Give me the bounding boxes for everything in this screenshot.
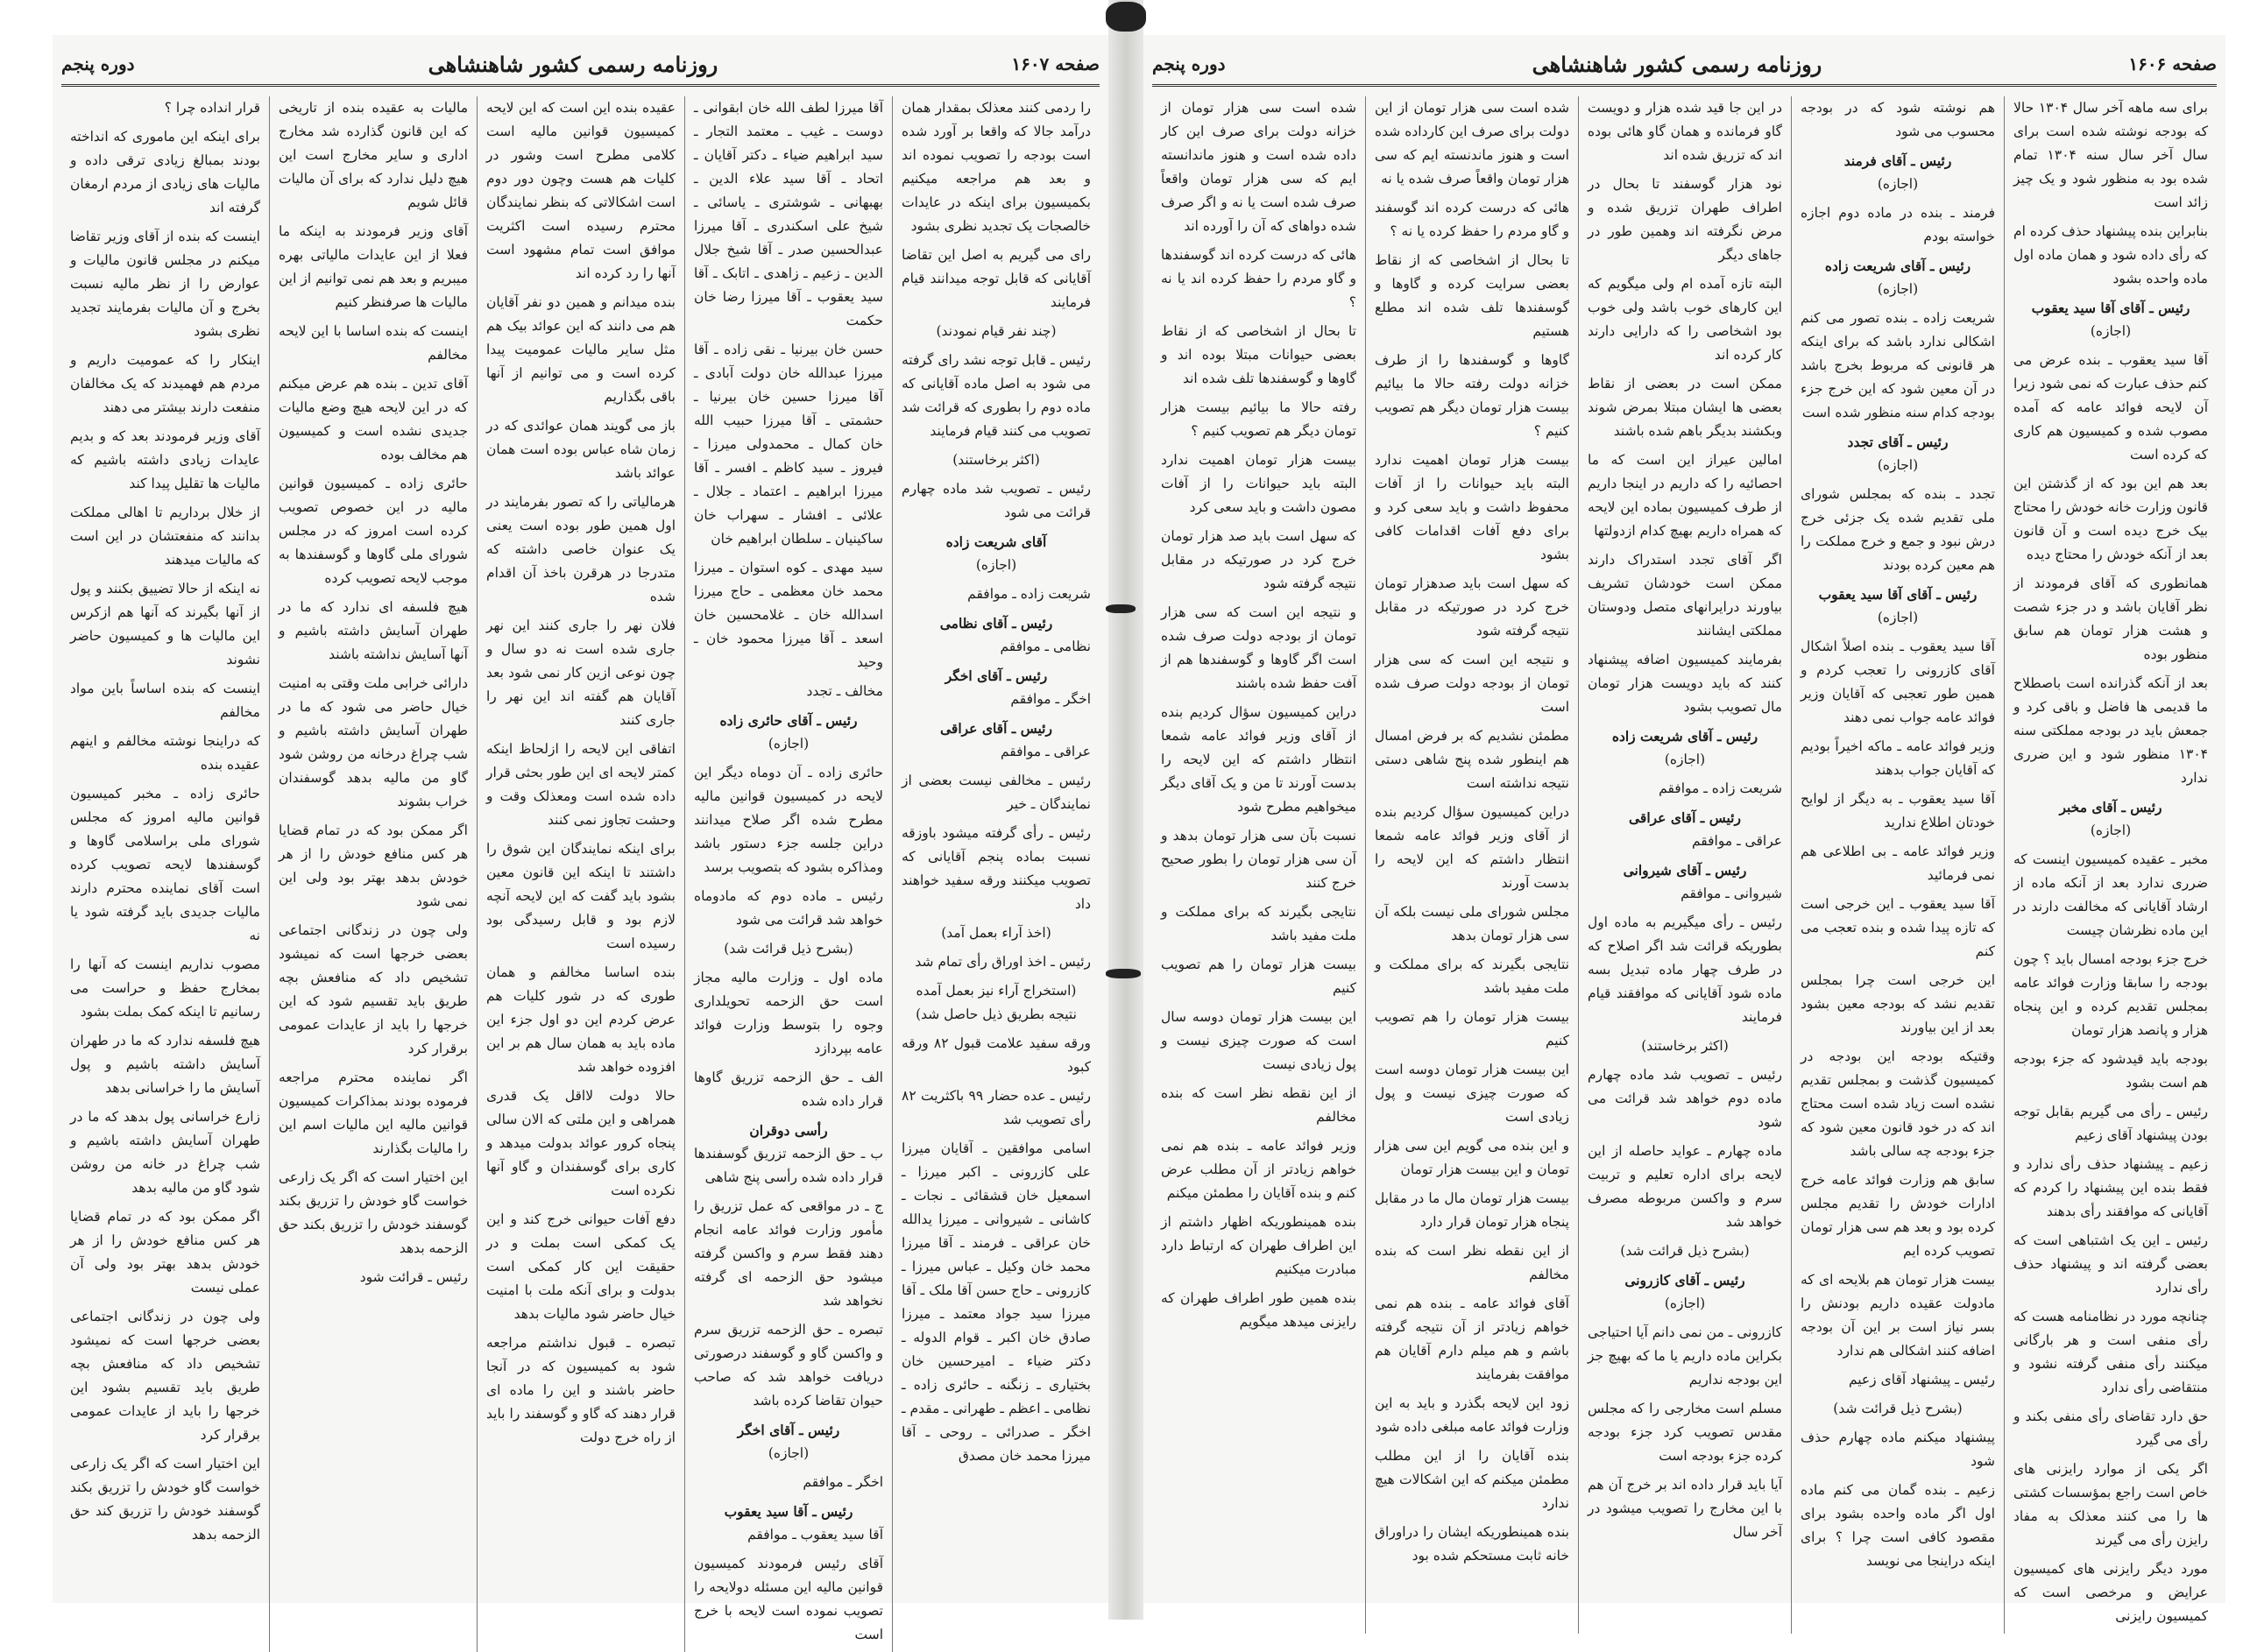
speaker-heading: رئیس ـ آقای آقا سید یعقوب — [2031, 300, 2190, 316]
paragraph: اتفاقی این لایحه را ازلحاظ اینکه کمتر لایحه ای این طور بحثی قرار داده شده است ومعذلک وقت و وحشت تجاوز نمی کنند — [486, 741, 676, 828]
paragraph: قرار انداده چرا ؟ — [164, 100, 260, 116]
paragraph: پیشنهاد میکنم ماده چهارم حذف شود — [1801, 1430, 1995, 1469]
paragraph: شده است سی هزار تومان از این دولت برای صرف این کارداده شده است و هنوز ماندنسته ایم که سی هزار تومان واقعاً صرف شده یا نه — [1375, 100, 1569, 187]
stage-note: (اکثر برخاستند) — [952, 452, 1040, 468]
paragraph: همانطوری که آقای فرمودند از نظر آقایان باشد و در جزء شصت و هشت هزار تومان هم سابق منظور بوده — [2013, 575, 2208, 662]
paragraph: زعیم ـ پیشنهاد حذف رأی ندارد و فقط بنده این پیشنهاد را کردم که آقایانی که موافقند رأی بدهند — [2013, 1156, 2208, 1219]
paragraph: تا بحال از اشخاصی که از نقاط بعضی حیوانات مبتلا بوده اند و گاوها و گوسفندها تلف شده اند — [1161, 323, 1356, 386]
right-page-period: دوره پنجم — [1152, 53, 1226, 74]
paragraph: از این نقطه نظر است که بنده مخالفم — [1375, 1243, 1569, 1282]
paragraph: رئیس ـ رأی می گیریم بقابل توجه بودن پیشنهاد آقای زعیم — [2013, 1104, 2208, 1143]
paragraph: مطمئن نشدیم که بر فرض امسال هم اینطور شده پنج شاهی دستی نتیجه نداشته است — [1375, 728, 1569, 791]
paragraph: اسامی موافقین ـ آقایان میرزا علی کازرونی ـ اکبر میرزا ـ اسمعیل خان قشقائی ـ نجات ـ کاشانی ـ شیروانی ـ میرزا یدالله خان عراقی ـ فرمند ـ آقا میرزا محمد خان وکیل ـ عباس میرزا ـ کازرونی ـ حاج حسن آقا ملک ـ آقا میرزا سید جواد معتمد ـ میرزا صادق خان اکبر ـ قوام الدوله ـ دکتر ضیاء ـ امیرحسین خان بختیاری ـ زنگنه ـ حائری زاده ـ نظامی ـ اعظم ـ طهرانی ـ مقدم ـ اخگر ـ صدرائی ـ روحی ـ آقا میرزا محمد خان مصدق — [902, 1140, 1091, 1464]
stage-note: (اجازه) — [2090, 323, 2132, 339]
paragraph: هیچ فلسفه ندارد که ما در طهران آسایش داشته باشیم و پول آسایش ما را خراسانی بدهد — [70, 1033, 260, 1096]
speaker-heading: رأسی دوقران — [749, 1122, 828, 1139]
paragraph: ج ـ در مواقعی که عمل تزریق را مأمور وزارت فوائد عامه انجام دهند فقط سرم و واکسن گرفته میشود حق الزحمه ای گرفته نخواهد شد — [694, 1198, 883, 1309]
paragraph: که دراینجا نوشته مخالفم و اینهم عقیده بنده — [70, 733, 260, 773]
text-column — [684, 96, 892, 1652]
paragraph: ب ـ حق الزحمه تزریق گوسفندها قرار داده شده رأسی پنج شاهی — [694, 1146, 883, 1185]
stage-note: (اکثر برخاستند) — [1641, 1038, 1729, 1054]
paragraph: ماده چهارم ـ عواید حاصله از این لایحه برای اداره تعلیم و تربیت سرم و واکسن مربوطه مصرف خواهد شد — [1588, 1143, 1782, 1230]
paragraph: خرج جزء بودجه امسال باید ؟ چون بودجه را سابقا وزارت فوائد عامه بمجلس تقدیم کرده و این پنجاه هزار و پانصد هزار تومان — [2013, 951, 2208, 1038]
paragraph: مخبر ـ عقیده کمیسیون اینست که ضرری ندارد بعد از آنکه ماده از ارشاد آقایانی که مخالفت دارند در این ماده نظرشان چیست — [2013, 851, 2208, 938]
paragraph: اگر ممکن بود که در تمام قضایا هر کس منافع خودش را از هر خودش بدهد بهتر بود ولی این نمی شود — [279, 822, 468, 909]
paragraph: از این نقطه نظر است که بنده مخالفم — [1161, 1085, 1356, 1125]
paragraph: حائری زاده ـ کمیسیون قوانین مالیه در این خصوص تصویب کرده است امروز که در مجلس شورای ملی گاوها و گوسفندها به موجب لایحه تصویب کرده — [279, 476, 468, 586]
stage-note: (اخذ آراء بعمل آمد) — [941, 925, 1051, 941]
paragraph: بنده میدانم و همین دو نفر آقایان هم می دانند که این عوائد بیک هم مثل سایر مالیات عمومیت پیدا کرده است و می توانیم از آنها باقی بگذاریم — [486, 294, 676, 405]
paragraph: برای اینکه این ماموری که انداخته بودند بمبالغ زیادی ترقی داده و مالیات های زیادی از مردم ارمغان گرفته اند — [70, 129, 260, 215]
paragraph: این خرجی است چرا بمجلس تقدیم نشد که بودجه معین بشود بعد از این بیاورند — [1801, 972, 1995, 1035]
paragraph: بنده همینطوریکه ایشان را دراوراق خانه ثابت مستحکم شده بود — [1375, 1524, 1569, 1564]
speaker-heading: رئیس ـ آقای شیروانی — [1623, 862, 1747, 879]
paragraph: فرمند ـ بنده در ماده دوم اجازه خواسته بودم — [1801, 205, 1995, 244]
speaker-heading: رئیس ـ آقای اخگر — [945, 667, 1048, 684]
paragraph: هیچ فلسفه ای ندارد که ما در طهران آسایش داشته باشیم و آنها آسایش نداشته باشند — [279, 599, 468, 662]
paragraph: کازرونی ـ من نمی دانم آیا احتیاجی بکراین ماده داریم یا ما که بهیچ جز این بودجه نداریم — [1588, 1324, 1782, 1387]
paragraph: آقای وزیر فرمودند به اینکه ما فعلا از این عایدات مالیاتی بهره میبریم و بعد هم نمی توانیم از این مالیات ها صرفنظر کنیم — [279, 223, 468, 310]
paragraph: و نتیجه این است که سی هزار تومان از بودجه دولت صرف شده است اگر گاوها و گوسفندها هم از آفت حفظ شده باشند — [1161, 604, 1356, 691]
right-page-number: صفحه ۱۶۰۶ — [2128, 53, 2217, 74]
paragraph: وزیر فوائد عامه ـ بنده هم نمی خواهم زیادتر از آن مطلب عرض کنم و بنده آقایان را مطمئن میکنم — [1161, 1138, 1356, 1201]
paragraph: دفع آفات حیوانی خرج کند و این یک کمکی است بملت و در حقیقت این کار کمکی است بدولت و برای آنکه ملت با امنیت خیال حاضر شود مالیات بدهد — [486, 1211, 676, 1322]
paragraph: البته تازه آمده ام ولی میگویم که این کارهای خوب باشد ولی خوب بود اشخاصی را که دارایی دارند کار کرده اند — [1588, 276, 1782, 363]
speaker-heading: رئیس ـ آقا سید یعقوب — [724, 1503, 853, 1520]
stage-note: (اجازه) — [1664, 1295, 1706, 1311]
paragraph: بعد از آنکه گذرانده است باصطلاح ما قدیمی ها فاضل و باقی کرد و جمعش باید در بودجه مملکتی سنه ۱۳۰۴ منظور شود و این ضرری ندارد — [2013, 675, 2208, 786]
speaker-heading: رئیس ـ آقای آقا سید یعقوب — [1818, 586, 1978, 603]
paragraph: از خلال برداریم تا اهالی مملکت بدانند که منفعتشان در این است که مالیات میدهند — [70, 505, 260, 568]
paragraph: برای اینکه نمایندگان این شوق را داشتند تا اینکه این قانون معین بشود باید گفت که این لایحه آنچه لازم بود و قابل رسیدگی بود رسیده است — [486, 841, 676, 951]
text-column — [1365, 96, 1578, 1634]
paragraph: اگر یکی از موارد رایزنی های خاص است راجع بمؤسسات کشتی ها را می کنند معذلک به مفاد رایزن رأی می گیرند — [2013, 1461, 2208, 1548]
paragraph: برای سه ماهه آخر سال ۱۳۰۴ حالا که بودجه نوشته شده است برای سال آخر سال سنه ۱۳۰۴ تمام شده بود به منظور شود و یک چیز زائد است — [2013, 100, 2208, 210]
paragraph: که سهل است باید صدهزار تومان خرج کرد در صورتیکه در مقابل نتیجه گرفته شود — [1375, 575, 1569, 639]
paragraph: حالا دولت لااقل یک قدری همراهی و این ملتی که الان سالی پنجاه کرور عوائد بدولت میدهد و کاری برای گوسفندان و گاو آنها نکرده است — [486, 1088, 676, 1198]
paragraph: شریعت زاده ـ موافقم — [967, 586, 1091, 602]
text-column — [269, 96, 477, 1652]
right-page-header — [1152, 44, 2217, 87]
paragraph: اگر ممکن بود که در تمام قضایا هر کس منافع خودش را از هر خودش بدهد بهتر بود ولی آن عملی نیست — [70, 1209, 260, 1295]
paragraph: ولی چون در زندگانی اجتماعی بعضی خرجها است که نمیشود تشخیص داد که منافعش بچه طریق باید تقسیم بشود این خرجها را باید از عایدات عمومی برقرار کرد — [70, 1309, 260, 1443]
paragraph: عقیده بنده این است که این لایحه کمیسیون قوانین مالیه است کلامی مطرح است وشور در کلیات هم هست وچون دور دوم است اشکالاتی که بنظر نمایندگان محترم رسیده است اکثریت موافق است تمام مشهود است آنها را رد کرده اند — [486, 100, 676, 281]
paragraph: این اختیار است که اگر یک زارعی خواست گاو خودش را تزریق بکند گوسفند خودش را تزریق بکند حق الزحمه بدهد — [279, 1169, 468, 1256]
paragraph: دراین کمیسیون سؤال کردیم بنده از آقای وزیر فوائد عامه شمعا انتظار داشتم که این لایحه را بدست آورند تا من و یک آقای دیگر میخواهیم مطرح شود — [1161, 704, 1356, 815]
paragraph: مجلس شورای ملی نیست بلکه آن سی هزار تومان بدهد — [1375, 904, 1569, 943]
paragraph: آقای وزیر فرمودند بعد که و بدیم عایدات زیادی داشته باشیم که مالیات ها تقلیل پیدا کند — [70, 428, 260, 491]
right-page — [1143, 35, 2225, 1624]
paragraph: وزیر فوائد عامه ـ ماکه اخیراً بودیم که آقایان جواب بدهند — [1801, 738, 1995, 778]
paragraph: مسلم است مخارجی را که مجلس مقدس تصویب کرد جزء بودجه کرده جزء بودجه است — [1588, 1401, 1782, 1464]
speaker-heading: رئیس ـ آقای مخبر — [2059, 799, 2162, 815]
paragraph: بیست هزار تومان را هم تصویب کنیم — [1161, 957, 1356, 996]
paragraph: تبصره ـ حق الزحمه تزریق سرم و واکسن گاو و گوسفند درصورتی دریافت خواهد شد که صاحب حیوان تقاضا کرده باشد — [694, 1322, 883, 1408]
speaker-heading: آقای شریعت زاده — [945, 533, 1047, 550]
paragraph: آقای رئیس فرمودند کمیسیون قوانین مالیه این مسئله دولایحه را تصویب نموده است لایحه با خرج است — [694, 1556, 883, 1642]
right-page-columns — [1152, 96, 2217, 1624]
stage-note: (اجازه) — [2090, 822, 2132, 838]
left-page-header — [61, 44, 1100, 87]
paragraph: آقا سید یعقوب ـ این خرجی است که تازه پیدا شده و بنده تعجب می کنم — [1801, 896, 1995, 959]
paragraph: آقای تدین ـ بنده هم عرض میکنم که در این لایحه هیچ وضع مالیات جدیدی نشده است و کمیسیون هم مخالف بوده — [279, 376, 468, 462]
paragraph: بیست هزار تومان اهمیت ندارد البته باید حیوانات را از آفات مصون داشت و باید سعی کرد — [1161, 452, 1356, 515]
stage-note: (اجازه) — [1877, 281, 1919, 297]
paragraph: وقتیکه بودجه این بودجه در کمیسیون گذشت و بمجلس تقدیم نشده است زیاد شده است محتاج اند که در خود قانون معین شود که جزء بودجه چه سالی باشد — [1801, 1048, 1995, 1159]
text-column — [477, 96, 684, 1652]
paragraph: آیا باید قرار داده اند بر خرج آن هم با این مخارج را تصویب میشود در آخر سال — [1588, 1477, 1782, 1540]
paragraph: نسبت بآن سی هزار تومان بدهد و آن سی هزار تومان را بطور صحیح خرج کنند — [1161, 828, 1356, 891]
text-column — [2004, 96, 2217, 1634]
stage-note: (اجازه) — [1664, 752, 1706, 767]
paragraph: رئیس ـ مخالفی نیست بعضی از نمایندگان ـ خیر — [902, 773, 1091, 812]
paragraph: رئیس ـ اخذ اوراق رأی تمام شد — [915, 954, 1091, 970]
speaker-heading: رئیس ـ آقای شریعت زاده — [1611, 728, 1758, 745]
paragraph: رئیس ـ قرائت شود — [359, 1269, 468, 1285]
paragraph: دراین کمیسیون سؤال کردیم بنده از آقای وزیر فوائد عامه شمعا انتظار داشتم که این لایحه را بدست آورند — [1375, 804, 1569, 891]
paragraph: این بیست هزار تومان دوسه سال است که صورت چیزی نیست و پول زیادی نیست — [1161, 1009, 1356, 1072]
text-column — [892, 96, 1100, 1652]
paragraph: رئیس ـ تصویب شد ماده چهارم قرائت می شود — [902, 481, 1091, 520]
ink-mark — [1106, 969, 1141, 978]
paragraph: مخالف ـ تجدد — [806, 683, 883, 699]
paragraph: نتایجی بگیرند که برای مملکت و ملت مفید باشد — [1375, 957, 1569, 996]
text-column — [1152, 96, 1365, 1634]
paragraph: نه اینکه از حالا تضییق بکنند و پول از آنها بگیرند که آنها هم ازکرس این مالیات ها و کمیسیون حاضر نشوند — [70, 581, 260, 667]
paragraph: اینکار را که عمومیت داریم و مردم هم فهمیدند که یک مخالفان منفعت دارند بیشتر می دهند — [70, 352, 260, 415]
paragraph: زارع خراسانی پول بدهد که ما در طهران آسایش داشته باشیم و شب چراغ در خانه من روشن شود گاو من مالیه بدهد — [70, 1109, 260, 1196]
paragraph: مصوب نداریم اینست که آنها را بمخارج حفظ و حراست می رسانیم تا اینکه کمک بملت بشود — [70, 957, 260, 1020]
speaker-heading: رئیس ـ آقای تجدد — [1847, 434, 1949, 450]
paragraph: این بیست هزار تومان دوسه است که صورت چیزی نیست و پول زیادی است — [1375, 1062, 1569, 1125]
right-page-title: روزنامه رسمی کشور شاهنشاهی — [1532, 51, 1822, 77]
paragraph: دارائی خرابی ملت وقتی به امنیت خیال حاضر می شود که ما در طهران آسایش داشته باشیم و شب چراغ درخانه من روشن شود گاو من مالیه بدهد گوسفندان خراب بشوند — [279, 675, 468, 809]
paragraph: نتایجی بگیرند که برای مملکت و ملت مفید باشد — [1161, 904, 1356, 943]
paragraph: تبصره ـ قبول نداشتم مراجعه شود به کمیسیون که در آنجا حاضر باشند و این را ماده ای قرار دهند که گاو و گوسفند را باید از راه خرج دولت — [486, 1335, 676, 1445]
paragraph: ولی چون در زندگانی اجتماعی بعضی خرجها است که نمیشود تشخیص داد که منافعش بچه طریق باید تقسیم شود که این خرجها را باید از عایدات عمومی برقرار کرد — [279, 922, 468, 1056]
paragraph: بودجه باید قیدشود که جزء بودجه هم است بشود — [2013, 1051, 2208, 1091]
paragraph: این اختیار است که اگر یک زارعی خواست گاو خودش را تزریق بکند گوسفند خودش را تزریق کند حق الزحمه بدهد — [70, 1456, 260, 1543]
paragraph: بفرمایند کمیسیون اضافه پیشنهاد کنند که باید دویست هزار تومان مال تصویب بشود — [1588, 652, 1782, 715]
paragraph: آقا میرزا لطف الله خان ابقوانی ـ دوست ـ غیب ـ معتمد التجار ـ سید ابراهیم ضیاء ـ دکتر آقایان ـ اتحاد ـ آقا سید علاء الدین ـ بهبهانی ـ شوشتری ـ یاسائی ـ شیخ علی اسکندری ـ آقا میرزا عبدالحسین صدر ـ آقا شیخ جلال الدین ـ زعیم ـ زاهدی ـ اتابک ـ آقا سید یعقوب ـ آقا میرزا رضا خان حکمت — [694, 100, 883, 328]
paragraph: هرمالیاتی را که تصور بفرمایند در اول همین طور بوده است یعنی یک عنوان خاصی داشته که متدرجا در هرقرن باخذ آن اقدام شده — [486, 494, 676, 604]
paragraph: و این بنده می گویم این سی هزار تومان و این بیست هزار تومان — [1375, 1138, 1569, 1177]
paragraph: شده است سی هزار تومان از خزانه دولت برای صرف این کار داده شده است و هنوز ماندانسته ایم که سی هزار تومان واقعاً صرف شده است یا نه و اگر صرف شده دواهای که آن را آورده اند — [1161, 100, 1356, 234]
paragraph: امالین عیراز این است که ما احصائیه را که داریم در اینجا داریم از طرف کمیسیون بماده این لایحه که همراه داریم بهیچ کدام ازدولتها — [1588, 452, 1782, 539]
speaker-heading: رئیس ـ آقای عراقی — [1629, 809, 1741, 826]
paragraph: بیست هزار تومان هم بلایحه ای که مادولت عقیده داریم بودنش را بسر نیاز است بر این آن بودجه اضافه کنند اشکالی هم ندارد — [1801, 1272, 1995, 1359]
paragraph: فلان نهر را جاری کنند این نهر جاری شده است نه دو سال و چون نوعی ازین کار نمی شود بعد آقایان هم گفته اند این نهر را جاری کنند — [486, 618, 676, 728]
stage-note: (اجازه) — [1877, 176, 1919, 192]
paragraph: بیست هزار تومان مال ما در مقابل پنجاه هزار تومان قرار دارد — [1375, 1190, 1569, 1230]
paragraph: مالیات به عقیده بنده از تاریخی که این قانون گذارده شد مخارج اداری و سایر مخارج است این هیچ دلیل ندارد که برای آن مالیات قائل شویم — [279, 100, 468, 210]
page-gutter — [1108, 0, 1143, 1620]
left-page-number: صفحه ۱۶۰۷ — [1011, 53, 1100, 74]
paragraph: عراقی ـ موافقم — [1691, 833, 1782, 849]
text-column — [61, 96, 269, 1652]
paragraph: رئیس ـ رأی میگیریم به ماده اول بطوریکه قرائت شد اگر اصلاح که در طرف چهار ماده تبدیل بسه ماده شود آقایانی که موافقند قیام فرمایند — [1588, 914, 1782, 1025]
paragraph: رئیس ـ پیشنهاد آقای زعیم — [1848, 1372, 1995, 1387]
left-page-title: روزنامه رسمی کشور شاهنشاهی — [428, 51, 718, 77]
paragraph: که سهل است باید صد هزار تومان خرج کرد در صورتیکه در مقابل نتیجه گرفته شود — [1161, 528, 1356, 591]
left-page-columns — [61, 96, 1100, 1642]
paragraph: بنده همین طور اطراف طهران که رایزنی میدهد میگویم — [1161, 1290, 1356, 1330]
paragraph: زود این لایحه بگذرد و باید به این وزارت فوائد عامه مبلغی داده شود — [1375, 1395, 1569, 1435]
paragraph: اینست که بنده اساسا با این لایحه مخالفم — [279, 323, 468, 363]
paragraph: سابق هم وزارت فوائد عامه خرج ادارات خودش را تقدیم مجلس کرده بود و بعد هم سی هزار تومان تصویب کرده ایم — [1801, 1172, 1995, 1259]
paragraph: بنده آقایان را از این مطلب مطمئن میکنم که این اشکالات هیچ ندارد — [1375, 1448, 1569, 1511]
paragraph: رئیس ـ عده حضار ۹۹ باکثریت ۸۲ رأی تصویب شد — [902, 1088, 1091, 1127]
paragraph: حسن خان بیرنیا ـ نقی زاده ـ آقا میرزا عبدالله خان دولت آبادی ـ آقا میرزا حسین خان بیرنیا ـ حشمتی ـ آقا میرزا حبیب الله خان کمال ـ محمدولی میرزا ـ فیروز ـ سید کاظم ـ افسر ـ آقا میرزا ابراهیم ـ اعتماد ـ جلال ـ علائی ـ افشار ـ سهراب خان ساکینیان ـ سلطان ابراهیم خان — [694, 342, 883, 547]
text-column — [1578, 96, 1791, 1634]
paragraph: رای می گیریم به اصل این تقاضا آقایانی که قابل توجه میدانند قیام فرمایند — [902, 247, 1091, 310]
paragraph: رئیس ـ قابل توجه نشد رای گرفته می شود به اصل ماده آقایانی که ماده دوم را بطوری که قرائت شد تصویب می کنند قیام فرمایند — [902, 352, 1091, 439]
paragraph: گاوها و گوسفندها را از طرف خزانه دولت رفته حالا ما بیائیم بیست هزار تومان دیگر هم تصویب کنیم ؟ — [1375, 352, 1569, 439]
paragraph: اخگر ـ موافقم — [803, 1474, 883, 1490]
paragraph: بیست هزار تومان را هم تصویب کنیم — [1375, 1009, 1569, 1048]
stage-note: (اجازه) — [1877, 610, 1919, 625]
speaker-heading: رئیس ـ آقای فرمند — [1843, 152, 1952, 169]
paragraph: شریعت زاده ـ بنده تصور می کنم اشکالی ندارد باشد که برای اینکه هر قانونی که مربوط بخرج باشد در آن معین شود که این خرج جزء بودجه کدام سنه منظور شده است — [1801, 310, 1995, 420]
paragraph: اینست که بنده از آقای وزیر تقاضا میکنم در مجلس قانون مالیات و عوارض را از نظر مالیه نسبت بخرج و آن مالیات بفرمایند تجدید نظری بشود — [70, 229, 260, 339]
paragraph: تجدد ـ بنده که بمجلس شورای ملی تقدیم شده یک جزئی خرج درش نبود و جمع و خرج مملکت را هم معین کرده بودند — [1801, 486, 1995, 573]
paragraph: عراقی ـ موافقم — [1000, 744, 1091, 759]
speaker-heading: رئیس ـ آقای عراقی — [940, 720, 1052, 737]
stage-note: (بشرح ذیل قرائت شد) — [1620, 1243, 1750, 1259]
paragraph: اخگر ـ موافقم — [1010, 691, 1091, 707]
paragraph: آقا سید یعقوب ـ بنده عرض می کنم حذف عبارت که نمی شود زیرا آن لایحه فوائد عامه که آمده مصوب شده و کمیسیون هم کاری که کرده است — [2013, 352, 2208, 462]
paragraph: آقا سید یعقوب ـ موافقم — [747, 1527, 883, 1543]
stage-note: (اجازه) — [768, 736, 810, 752]
paragraph: ورقه سفید علامت قبول ۸۲ ورقه کبود — [902, 1035, 1091, 1075]
paragraph: بنده همینطوریکه اظهار داشتم از این اطراف طهران که ارتباط دارد مبادرت میکنیم — [1161, 1214, 1356, 1277]
paragraph: حائری زاده ـ آن دوماه دیگر این لایحه در کمیسیون قوانین مالیه مطرح شده اگر صلاح میدانند دراین جلسه جزء دستور باشد ومذاکره بشود که بتصویب برسد — [694, 765, 883, 875]
speaker-heading: رئیس ـ آقای حائری زاده — [719, 712, 858, 729]
paragraph: وزیر فوائد عامه ـ بی اطلاعی هم نمی فرمائید — [1801, 844, 1995, 883]
text-column — [1791, 96, 2004, 1634]
stage-note: (بشرح ذیل قرائت شد) — [1833, 1401, 1963, 1416]
paragraph: در این جا قید شده هزار و دویست گاو فرمانده و همان گاو هائی بوده اند که تزریق شده اند — [1588, 100, 1782, 163]
stage-note: (استخراج آراء نیز بعمل آمده نتیجه بطریق ذیل حاصل شد) — [916, 983, 1077, 1022]
left-page — [53, 35, 1108, 1642]
paragraph: رئیس ـ این یک اشتباهی است که بعضی گرفته اند و پیشنهاد حذف رأی ندارد — [2013, 1232, 2208, 1295]
stage-note: (اجازه) — [975, 557, 1017, 573]
paragraph: اینست که بنده اساساً باین مواد مخالفم — [70, 681, 260, 720]
stage-note: (اجازه) — [1877, 457, 1919, 473]
paragraph: حائری زاده ـ مخبر کمیسیون قوانین مالیه امروز که مجلس شورای ملی براسلامی گاوها و گوسفندها لایحه تصویب کرده است آقای نماینده محترم دارند مالیات جدیدی باید گرفته شود یا نه — [70, 786, 260, 943]
paragraph: نظامی ـ موافقم — [1000, 639, 1091, 654]
paragraph: الف ـ حق الزحمه تزریق گاوها قرار داده شده — [694, 1070, 883, 1109]
paragraph: بعد هم این بود که از گذشتن این قانون وزارت خانه خودش را محتاج بیک خرج دیده است و آن قانون بعد از آنکه خودش را محتاج دیده — [2013, 476, 2208, 562]
paragraph: هائی که درست کرده اند گوسفندها و گاو مردم را حفظ کرده اند یا نه ؟ — [1161, 247, 1356, 310]
paragraph: مورد دیگر رایزنی های کمیسیون عرایض و مرخصی است که کمیسیون رایزنی — [2013, 1561, 2208, 1624]
paragraph: شیروانی ـ موافقم — [1680, 886, 1782, 901]
stage-note: (چند نفر قیام نمودند) — [936, 323, 1057, 339]
ink-mark — [1106, 604, 1136, 613]
paragraph: بنابراین بنده پیشنهاد حذف کرده ام که رأی داده شود و همان ماده اول ماده واحده بشود — [2013, 223, 2208, 286]
speaker-heading: رئیس ـ آقای کازرونی — [1624, 1272, 1745, 1288]
paragraph: تا بحال از اشخاصی که از نقاط بعضی سرایت کرده و گاوها و گوسفندها تلف شده اند مطلع هستیم — [1375, 252, 1569, 339]
ink-blot — [1106, 2, 1146, 32]
paragraph: رئیس ـ تصویب شد ماده چهارم ماده دوم خواهد شد قرائت می شود — [1588, 1067, 1782, 1130]
paragraph: بنده اساسا مخالفم و همان طوری که در شور کلیات هم عرض کردم این دو اول جزء این ماده باید به همان سال هم بر این افزوده خواهد شد — [486, 964, 676, 1075]
stage-note: (بشرح ذیل قرائت شد) — [724, 941, 853, 957]
paragraph: رفته حالا ما بیائیم بیست هزار تومان دیگر هم تصویب کنیم ؟ — [1161, 399, 1356, 439]
paragraph: رئیس ـ ماده دوم که مادوماه خواهد شد قرائت می شود — [694, 888, 883, 928]
paragraph: بیست هزار تومان اهمیت ندارد البته باید حیوانات را از آفات محفوظ داشت و باید سعی کرد و برای دفع آفات اقدامات کافی بشود — [1375, 452, 1569, 562]
paragraph: ماده اول ـ وزارت مالیه مجاز است حق الزحمه تحویلداری وجوه را بتوسط وزارت فوائد عامه بپردازد — [694, 970, 883, 1056]
paragraph: را ردمی کنند معذلک بمقدار همان درآمد جالا که واقعا بر آورد شده است بودجه را تصویب نموده اند و بعد هم مراجعه میکنیم بکمیسیون برای اینکه در عایدات خالصجات یک تجدید نظری بشود — [902, 100, 1091, 234]
paragraph: آقا سید یعقوب ـ به دیگر از لوایح خودتان اطلاع ندارید — [1801, 791, 1995, 830]
speaker-heading: رئیس ـ آقای شریعت زاده — [1824, 258, 1971, 274]
stage-note: (اجازه) — [768, 1445, 810, 1461]
speaker-heading: رئیس ـ آقای نظامی — [939, 615, 1053, 632]
left-page-period: دوره پنجم — [61, 53, 135, 74]
paragraph: رئیس ـ رأی گرفته میشود باوزقه نسبت بماده پنجم آقایانی که تصویب میکنند ورقه سفید خواهند داد — [902, 825, 1091, 912]
paragraph: هم نوشته شود که در بودجه محسوب می شود — [1801, 100, 1995, 139]
paragraph: نود هزار گوسفند تا بحال در اطراف طهران تزریق شده و مرض نگرفته اند وهمین طور در جاهای دیگر — [1588, 176, 1782, 263]
paragraph: زعیم ـ بنده گمان می کنم ماده اول اگر ماده واحده بشود برای مقصود کافی است چرا ؟ برای اینکه دراینجا می نویسد — [1801, 1482, 1995, 1569]
paragraph: آقای فوائد عامه ـ بنده هم نمی خواهم زیادتر از آن نتیجه گرفته باشم و هم میلم دارم آقایان هم موافقت بفرمایند — [1375, 1295, 1569, 1382]
paragraph: باز می گویند همان عوائدی که در زمان شاه عباس بوده است همان عوائد باشد — [486, 418, 676, 481]
paragraph: اگر آقای تجدد استدراک دارند ممکن است خودشان تشریف بیاورند درایرانهای متصل ودوستان مملکتی ایشانند — [1588, 552, 1782, 639]
paragraph: شریعت زاده ـ موافقم — [1659, 780, 1782, 796]
paragraph: اگر نماینده محترم مراجعه فرموده بودند بمذاکرات کمیسیون قوانین مالیه این مالیات اسم این را مالیات بگذارند — [279, 1070, 468, 1156]
paragraph: حق دارد تقاضای رأی منفی بکند و رأی می گیرد — [2013, 1408, 2208, 1448]
paragraph: و نتیجه این است که سی هزار تومان از بودجه دولت صرف شده است — [1375, 652, 1569, 715]
speaker-heading: رئیس ـ آقای اخگر — [737, 1422, 840, 1438]
paragraph: چنانچه مورد در نظامنامه هست که رأی منفی است و هر بارگانی میکنند رأی منفی گرفته نشود و منتقاضی رأی ندارد — [2013, 1309, 2208, 1395]
paragraph: هائی که درست کرده اند گوسفند و گاو مردم را حفظ کرده یا نه ؟ — [1375, 200, 1569, 239]
paragraph: سید مهدی ـ کوه استوان ـ میرزا محمد خان معظمی ـ حاج میرزا اسدالله خان ـ غلامحسین خان اسعد ـ آقا میرزا محمود خان ـ وحید — [694, 560, 883, 670]
paragraph: ممکن است در بعضی از نقاط بعضی ها ایشان مبتلا بمرض شوند وبکشند بدیگر باهم شده باشند — [1588, 376, 1782, 439]
paragraph: آقا سید یعقوب ـ بنده اصلاً اشکال آقای کازرونی را تعجب کردم و همین طور تعجبی که آقایان وزیر فوائد عامه جواب نمی دهند — [1801, 639, 1995, 725]
